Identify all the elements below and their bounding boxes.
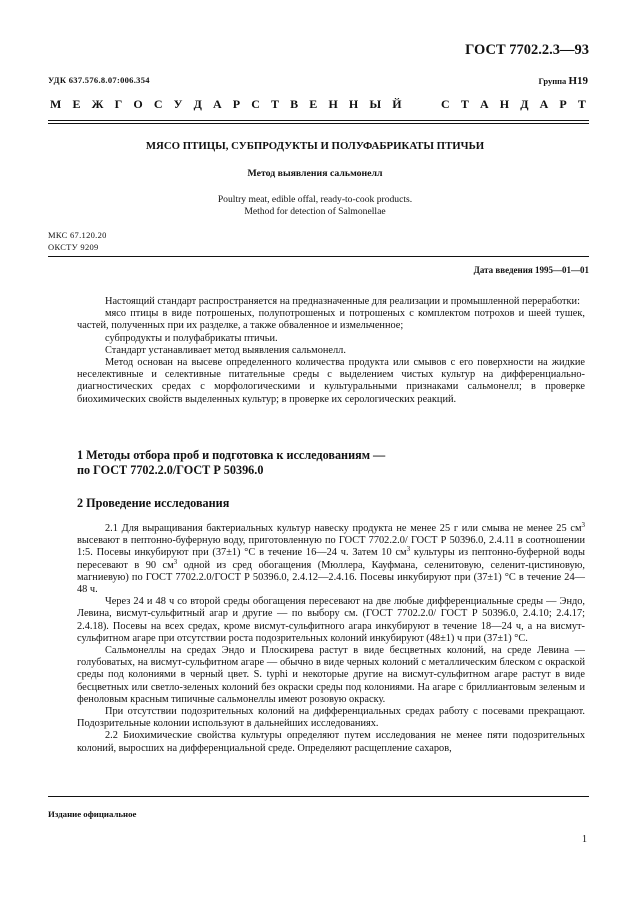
english-title-line: Poultry meat, edible offal, ready-to-cook products.: [217, 194, 413, 205]
banner-letter: [413, 97, 416, 112]
banner-letter: Е: [309, 97, 318, 111]
english-title-line: Method for detection of Salmonellae: [244, 206, 386, 217]
banner-letter: А: [479, 97, 489, 111]
banner-letter: Г: [114, 97, 123, 111]
standard-code: ГОСТ 7702.2.3—93: [465, 42, 589, 58]
introduction-date: Дата введения 1995—01—01: [473, 265, 589, 275]
interstate-standard-banner: [50, 97, 586, 112]
banner-letter: У: [173, 97, 183, 111]
banner-letter: Н: [499, 97, 510, 111]
banner-letter: Р: [232, 97, 241, 111]
banner-letter: [427, 97, 430, 112]
banner-letter: В: [290, 97, 299, 111]
intro-paragraph: Настоящий стандарт распространяется на предназначенные для реализации и промышленной переработки:: [105, 296, 580, 307]
intro-paragraph: мясо птицы в виде потрошеных, полупотрошеных и потрошеных с комплектом потрохов и шеей тушек, частей, полученных при их разделке, а также обваленное и измельченное;: [77, 308, 585, 332]
banner-letter: Ж: [91, 97, 104, 111]
page-number: 1: [582, 834, 587, 845]
banner-letter: Е: [72, 97, 81, 111]
banner-letter: Т: [271, 97, 280, 111]
paragraph-2-1: 2.1 Для выращивания бактериальных культур навеску продукта не менее 25 г или смыва не менее 25 $см^3$ высевают в пептонно-буферную воду, приготовленную по ГОСТ 7702.2.0/ ГОСТ Р 50396.0, 2.4.11 в соотношении 1:5. Посевы инкубируют при (37±1) °С в течение 16—24 ч. Затем 10 $см^3$ культуры из пептонно-буферной воды пересевают в 90 $см^3$ одной из сред обогащения (Мюллера, Кауфмана, селенитовую, селенит-цистиновую, магниевую) по ГОСТ 7702.2.0/ГОСТ Р 50396.0, 2.4.12—2.4.16. Посевы инкубируют при (37±1) °С в течение 24—48 ч.: [77, 521, 585, 596]
banner-letter: Д: [193, 97, 202, 111]
intro-section: [77, 296, 585, 406]
banner-letter: Т: [460, 97, 469, 111]
paragraph-colonies: Сальмонеллы на средах Эндо и Плоскирева растут в виде бесцветных колоний, на среде Левина — голубоватых, на висмут-сульфитном агаре — обычно в виде черных колоний с металлическим блеском с окраской среды под колониями в черный цвет. S. typhi и некоторые другие на висмут-сульфитном агаре растут в виде бесцветных или светло-зеленых колоний без окраски среды под колониями. На агаре с бриллиантовым зеленым и феноловым красным типичные сальмонеллы имеют розовую окраску.: [77, 645, 585, 705]
paragraph-no-colonies: При отсутствии подозрительных колоний на дифференциальных средах работу с посевами прекращают. Подозрительные колонии используют в дальнейших исследованиях.: [77, 706, 585, 730]
banner-letter: О: [133, 97, 143, 111]
document-subtitle: Метод выявления сальмонелл: [247, 168, 383, 179]
document-title: МЯСО ПТИЦЫ, СУБПРОДУКТЫ И ПОЛУФАБРИКАТЫ ПТИЧЬИ: [145, 140, 485, 152]
udk-code: УДК 637.576.8.07:006.354: [48, 75, 150, 85]
footer-divider: [48, 796, 589, 797]
okstu-code: ОКСТУ 9209: [48, 241, 99, 252]
classification-codes: [48, 230, 107, 253]
banner-letter: А: [539, 97, 549, 111]
banner-letter: С: [153, 97, 163, 111]
banner-letter: А: [212, 97, 222, 111]
paragraph-2-2: 2.2 Биохимические свойства культуры определяют путем исследования не менее пяти подозрительных колоний, выросших на дифференциальной среде. Определяют расщепление сахаров,: [77, 730, 585, 754]
intro-paragraph: Метод основан на высеве определенного количества продукта или смывов с его поверхности на жидкие неселективные и селективные питательные среды с выделением чистых культур на дифференциально-диагностических средах с морфологическими и культуральными признаками сальмонелл; в проверке биохимических свойств выделенных культур; в проверке их серологических реакций.: [77, 357, 585, 405]
banner-letter: Т: [577, 97, 586, 111]
mks-code: МКС 67.120.20: [48, 230, 107, 240]
group-number: Н19: [568, 75, 588, 87]
banner-letter: С: [251, 97, 260, 111]
header-divider: [48, 120, 589, 124]
banner-letter: Д: [520, 97, 529, 111]
english-title: [0, 194, 630, 218]
group-label: Группа: [538, 76, 567, 86]
banner-letter: Й: [392, 97, 402, 111]
edition-label: Издание официальное: [48, 809, 137, 819]
paragraph-transfer: Через 24 и 48 ч со второй среды обогащения пересевают на две любые дифференциальные среды — Эндо, Левина, висмут-сульфитный агар и другие — по выбору см. (ГОСТ 7702.2.0/ ГОСТ Р 50396.0, 2.4.10; 2.4.17; 2.4.18). Посевы на всех средах, кроме висмут-сульфитного агара инкубируют в течение 18—24 ч, а на висмут-сульфитном агаре при отсутствии роста подозрительных колоний инкубируют (48±1) ч при (37±1) °С.: [77, 596, 585, 644]
section-1-heading: [77, 448, 585, 478]
group-code: [539, 75, 588, 87]
intro-paragraph: субпродукты и полуфабрикаты птичьи.: [105, 332, 278, 344]
banner-letter: Н: [348, 97, 359, 111]
section-1-line: 1 Методы отбора проб и подготовка к исследованиям —: [77, 448, 386, 462]
intro-paragraph: Стандарт устанавливает метод выявления сальмонелл.: [105, 344, 346, 356]
section-2-heading: 2 Проведение исследования: [77, 496, 230, 510]
banner-letter: Ы: [369, 97, 382, 111]
banner-letter: С: [441, 97, 450, 111]
codes-divider: [48, 256, 589, 257]
banner-letter: Н: [328, 97, 338, 111]
section-2-body: [77, 523, 585, 755]
banner-letter: Р: [559, 97, 567, 111]
section-1-line: по ГОСТ 7702.2.0/ГОСТ Р 50396.0: [77, 463, 264, 477]
banner-letter: М: [50, 97, 62, 111]
